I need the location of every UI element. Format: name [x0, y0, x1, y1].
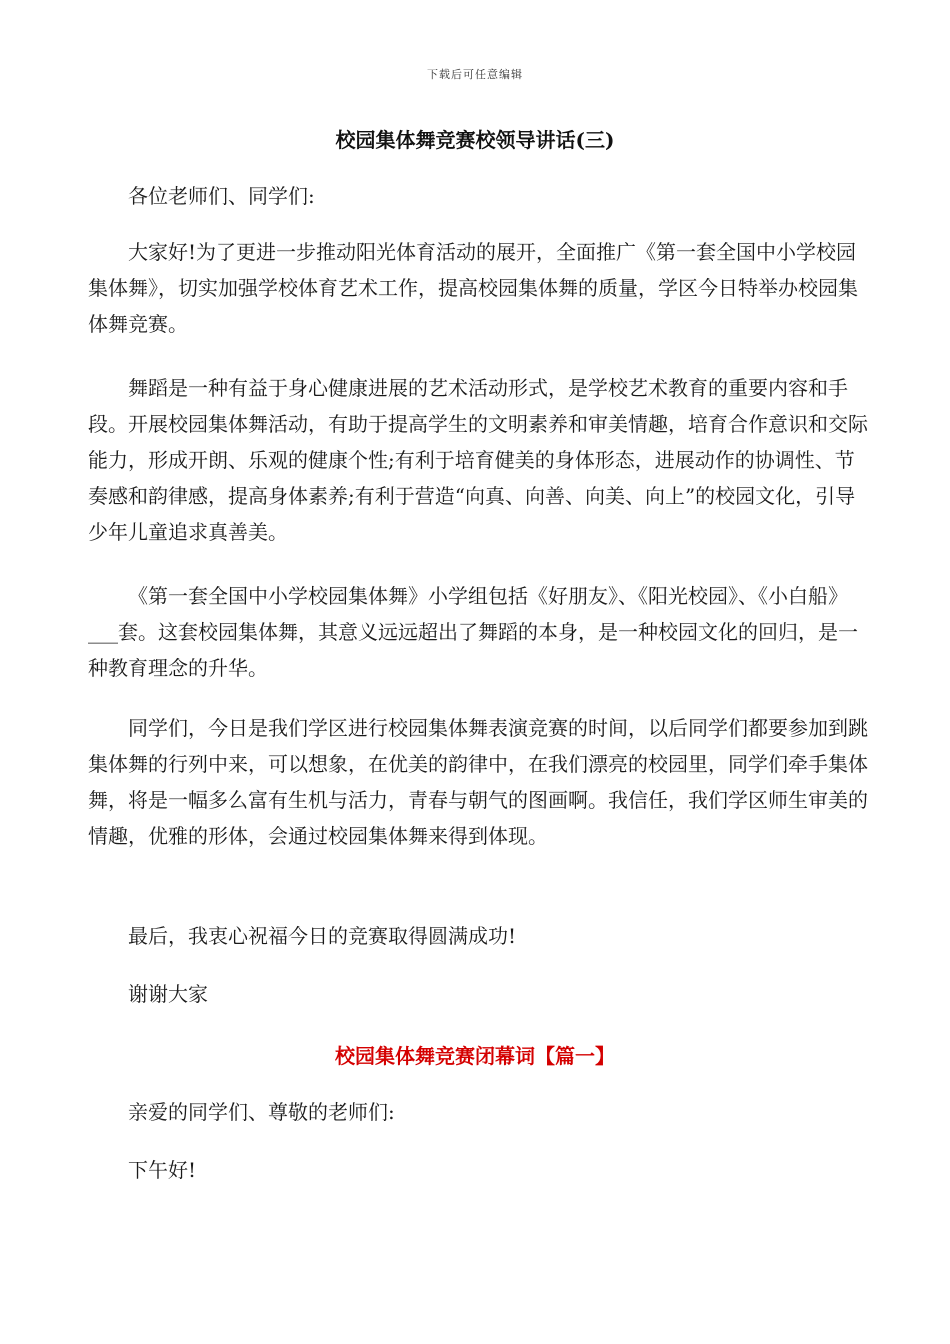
header-note: 下载后可任意编辑: [427, 68, 523, 81]
greeting: 各位老师们、同学们:: [128, 184, 315, 208]
paragraph-2: 舞蹈是一种有益于身心健康进展的艺术活动形式，是学校艺术教育的重要内容和手段。开展校园集体舞活动，有助于提高学生的文明素养和审美情趣，培育合作意识和交际能力，形成开朗、乐观的健康个性;有利于培育健美的身体形态，进展动作的协调性、节奏感和韵律感，提高身体素养;有利于营造“向真、向善、向美、向上”的校园文化，引导少年儿童追求真善美。: [88, 376, 868, 544]
section-greeting: 亲爱的同学们、尊敬的老师们:: [128, 1100, 395, 1124]
paragraph-3: 《第一套全国中小学校园集体舞》小学组包括《好朋友》、《阳光校园》、《小白船》___套。这套校园集体舞，其意义远远超出了舞蹈的本身，是一种校园文化的回归，是一种教育理念的升华。: [88, 584, 858, 680]
paragraph-6: 谢谢大家: [128, 982, 208, 1006]
paragraph-4: 同学们，今日是我们学区进行校园集体舞表演竞赛的时间，以后同学们都要参加到跳集体舞的行列中来，可以想象，在优美的韵律中，在我们漂亮的校园里，同学们牵手集体舞，将是一幅多么富有生机与活力，青春与朝气的图画啊。我信任，我们学区师生审美的情趣，优雅的形体，会通过校园集体舞来得到体现。: [88, 716, 868, 848]
page-title: 校园集体舞竞赛校领导讲话(三): [335, 128, 615, 152]
paragraph-5: 最后，我衷心祝福今日的竞赛取得圆满成功!: [128, 924, 517, 948]
section-opening: 下午好!: [128, 1158, 197, 1182]
paragraph-1: 大家好!为了更进一步推动阳光体育活动的展开，全面推广《第一套全国中小学校园集体舞》，切实加强学校体育艺术工作，提高校园集体舞的质量，学区今日特举办校园集体舞竞赛。: [88, 240, 858, 336]
section-title: 校园集体舞竞赛闭幕词【篇一】: [335, 1044, 615, 1068]
